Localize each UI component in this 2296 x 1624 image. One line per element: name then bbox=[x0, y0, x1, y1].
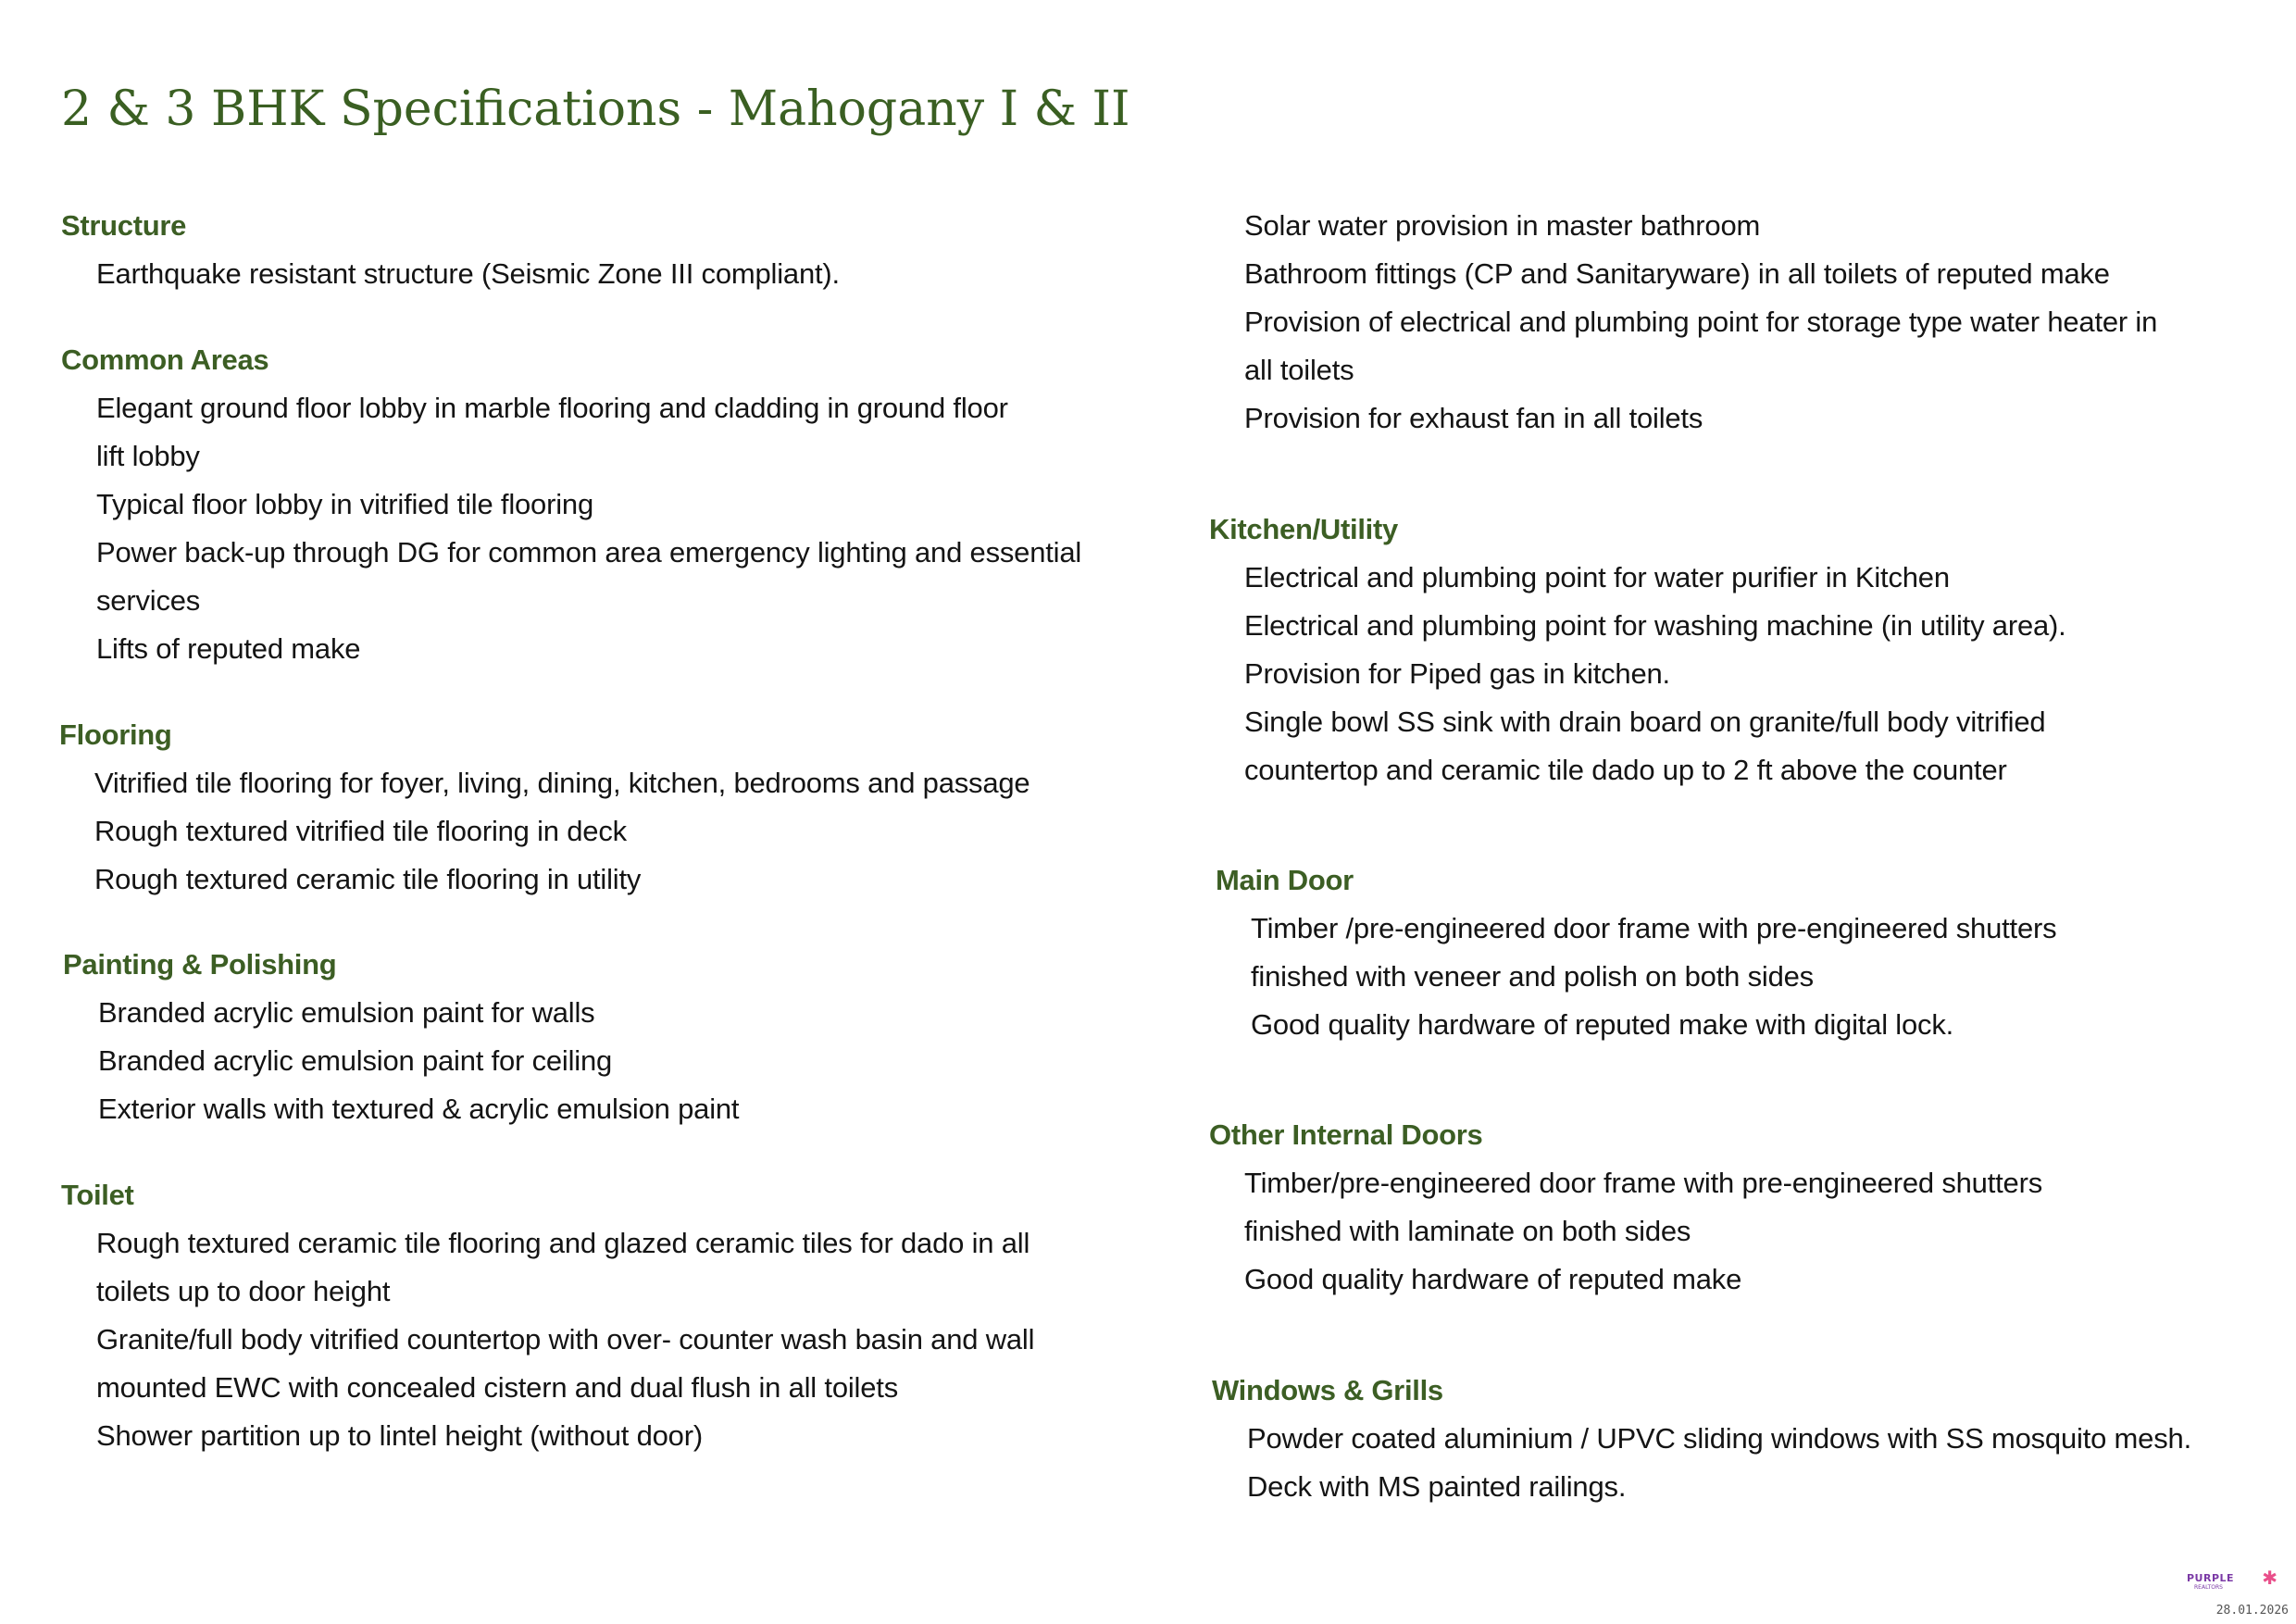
section-flooring bbox=[59, 711, 1029, 904]
spec-line: Typical floor lobby in vitrified tile flooring bbox=[96, 488, 593, 520]
spec-line: toilets up to door height bbox=[96, 1275, 391, 1307]
spec-line: Single bowl SS sink with drain board on granite/full body vitrified bbox=[1244, 706, 2046, 738]
spec-line: Bathroom fittings (CP and Sanitaryware) in all toilets of reputed make bbox=[1244, 257, 2110, 290]
spec-line: countertop and ceramic tile dado up to 2 ft above the counter bbox=[1244, 754, 2007, 786]
spec-line: Branded acrylic emulsion paint for walls bbox=[98, 996, 595, 1029]
section-heading: Main Door bbox=[1216, 864, 1354, 896]
section-windows-grills bbox=[1212, 1367, 2191, 1511]
spec-line: Deck with MS painted railings. bbox=[1247, 1470, 1627, 1503]
date-stamp: 28.01.2026 bbox=[2215, 1604, 2289, 1618]
logo-text: PURPLE bbox=[2187, 1572, 2235, 1584]
spec-line: Good quality hardware of reputed make bbox=[1244, 1263, 1742, 1295]
section-heading: Kitchen/Utility bbox=[1209, 513, 1398, 545]
spec-line: finished with veneer and polish on both sides bbox=[1251, 960, 1814, 993]
spec-line: lift lobby bbox=[96, 440, 200, 472]
spec-line: Shower partition up to lintel height (without door) bbox=[96, 1419, 703, 1452]
spec-line: Provision of electrical and plumbing point for storage type water heater in bbox=[1244, 306, 2158, 338]
spec-line: Earthquake resistant structure (Seismic Zone III compliant). bbox=[96, 257, 840, 290]
spec-line: Exterior walls with textured & acrylic emulsion paint bbox=[98, 1093, 740, 1125]
section-common-areas bbox=[61, 336, 1081, 673]
spec-line: Timber/pre-engineered door frame with pre-engineered shutters bbox=[1244, 1167, 2042, 1199]
section-heading: Painting & Polishing bbox=[63, 948, 337, 981]
spec-line: Rough textured vitrified tile flooring in deck bbox=[94, 815, 627, 847]
spec-line: Good quality hardware of reputed make with digital lock. bbox=[1251, 1008, 1954, 1041]
spec-line: Power back-up through DG for common area emergency lighting and essential bbox=[96, 536, 1082, 568]
spec-line: Powder coated aluminium / UPVC sliding windows with SS mosquito mesh. bbox=[1247, 1422, 2191, 1455]
spec-line: mounted EWC with concealed cistern and dual flush in all toilets bbox=[96, 1371, 898, 1404]
spec-line: Lifts of reputed make bbox=[96, 632, 361, 665]
section-painting-polishing bbox=[63, 941, 739, 1133]
section-heading: Toilet bbox=[61, 1179, 134, 1211]
spec-line: Rough textured ceramic tile flooring and glazed ceramic tiles for dado in all bbox=[96, 1227, 1030, 1259]
spec-line: Elegant ground floor lobby in marble flooring and cladding in ground floor bbox=[96, 392, 1008, 424]
section-structure bbox=[61, 202, 840, 298]
spec-line: Electrical and plumbing point for water purifier in Kitchen bbox=[1244, 561, 1950, 593]
section-toilet bbox=[61, 1171, 1034, 1460]
section-other-internal-doors bbox=[1209, 1111, 2042, 1304]
section-heading: Other Internal Doors bbox=[1209, 1118, 1483, 1151]
page-title: 2 & 3 BHK Specifications - Mahogany I & II bbox=[61, 81, 1130, 137]
spec-line: Electrical and plumbing point for washing machine (in utility area). bbox=[1244, 609, 2066, 642]
section-toilet-continued bbox=[1209, 202, 2157, 443]
spec-line: finished with laminate on both sides bbox=[1244, 1215, 1691, 1247]
spec-line: Solar water provision in master bathroom bbox=[1244, 209, 1761, 242]
spec-line: Provision for Piped gas in kitchen. bbox=[1244, 657, 1670, 690]
section-main-door bbox=[1216, 856, 2056, 1049]
star-icon: ✱ bbox=[2262, 1567, 2277, 1589]
section-heading: Common Areas bbox=[61, 344, 269, 376]
section-heading: Windows & Grills bbox=[1212, 1374, 1443, 1406]
section-heading: Structure bbox=[61, 209, 187, 242]
spec-line: Rough textured ceramic tile flooring in utility bbox=[94, 863, 642, 895]
spec-line: Branded acrylic emulsion paint for ceiling bbox=[98, 1044, 613, 1077]
section-kitchen-utility bbox=[1209, 506, 2066, 794]
section-heading: Flooring bbox=[59, 718, 172, 751]
spec-line: Vitrified tile flooring for foyer, living, dining, kitchen, bedrooms and passage bbox=[94, 767, 1030, 799]
brand-logo bbox=[2187, 1568, 2283, 1600]
spec-line: services bbox=[96, 584, 201, 617]
logo-subtext: REALTORS bbox=[2194, 1584, 2223, 1591]
spec-line: all toilets bbox=[1244, 354, 1354, 386]
spec-line: Granite/full body vitrified countertop with over- counter wash basin and wall bbox=[96, 1323, 1035, 1355]
spec-line: Provision for exhaust fan in all toilets bbox=[1244, 402, 1703, 434]
spec-line: Timber /pre-engineered door frame with pre-engineered shutters bbox=[1251, 912, 2057, 944]
